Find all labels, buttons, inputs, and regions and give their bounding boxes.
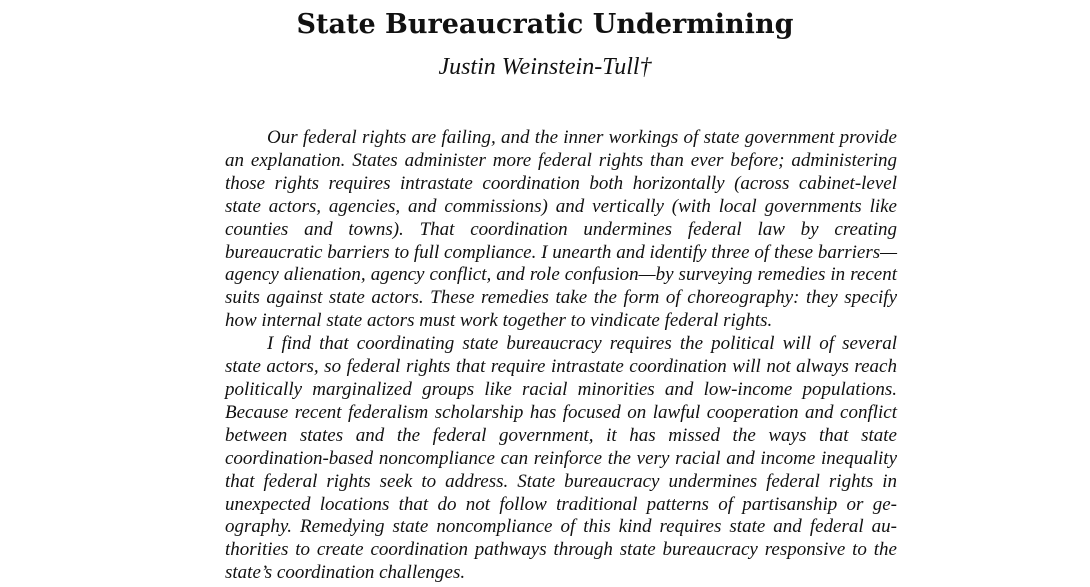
- abstract-paragraph-1: Our federal rights are failing, and the inner workings of state government provide an explanation. States administer more federal rights than ever before; administering those rights requires intrastate coordination both horizontally (across cabinet-level state actors, agencies, and commissions) and vertically (with local governments like counties and towns). That coordination undermines federal law by creating bureaucratic barriers to full compliance. I unearth and identify three of these barriers—agency alienation, agency conflict, and role confusion—by surveying remedies in recent suits against state actors. These remedies take the form of choreography: they specify how internal state actors must work together to vindicate federal rights.: [225, 127, 897, 332]
- author-name: Justin Weinstein-Tull†: [438, 54, 652, 80]
- abstract: [225, 127, 897, 585]
- paper-title: State Bureaucratic Undermining: [296, 9, 794, 40]
- abstract-paragraph-2: I find that coordinating state bureaucracy requires the political will of several state actors, so federal rights that require intrastate coordination will not always reach politically marginalized groups like racial minorities and low-income populations. Because recent federalism scholarship has focused on lawful cooperation and conflict between states and the federal government, it has missed the ways that state coordination-based noncompliance can reinforce the very racial and income inequality that federal rights seek to address. State bureaucracy undermines federal rights in unexpected locations that do not follow traditional patterns of partisanship or geography. Remedying state noncompliance of this kind requires state and federal authorities to create coordination pathways through state bureaucracy responsive to the state’s coordination challenges.: [225, 333, 897, 584]
